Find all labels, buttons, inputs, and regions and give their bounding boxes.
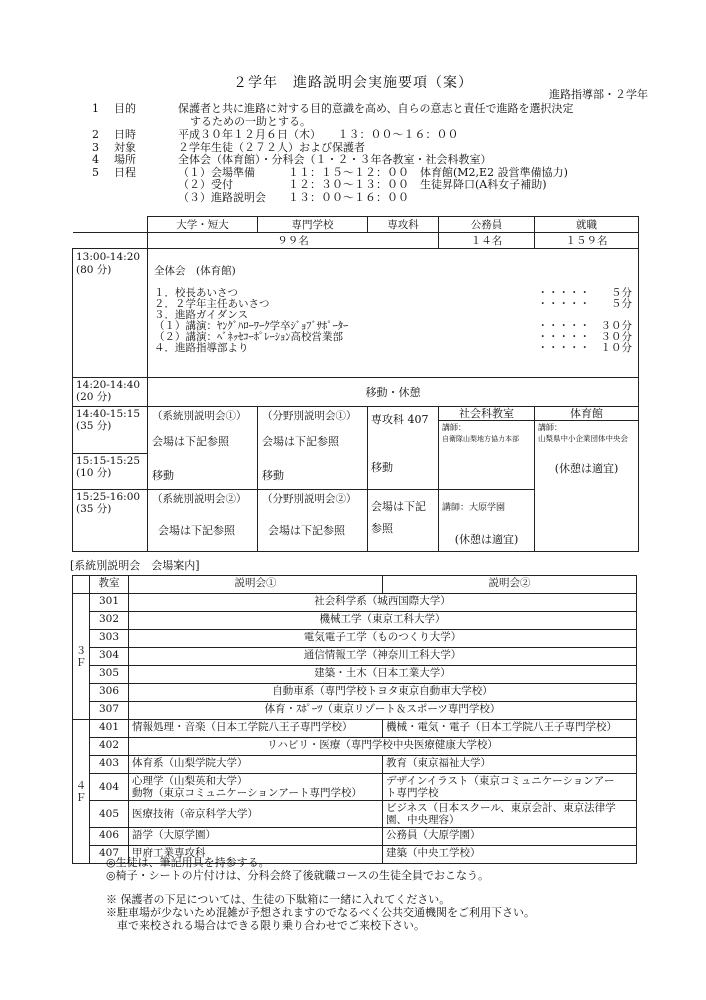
header-session1: 説明会① xyxy=(129,576,383,594)
note-line: ◎椅子・シートの片付けは、分科会終了後就職コースの生徒全員でおこなう。 xyxy=(106,869,490,882)
time-cell xyxy=(73,490,148,552)
item-dots: ・・・・・ xyxy=(537,298,590,310)
venue-row xyxy=(73,774,637,801)
item-label: （２）講演：ﾍﾞﾈｯｾｺｰﾎﾟﾚｰｼｮﾝ高校営業部 xyxy=(154,331,343,343)
item-minutes: ５分 xyxy=(611,287,632,299)
venue-row xyxy=(73,738,637,756)
move-label: 移動 xyxy=(371,461,393,474)
venue-row xyxy=(73,666,637,684)
venue-row xyxy=(73,756,637,774)
duration: (20 分) xyxy=(76,391,112,403)
system-session1-cell xyxy=(148,407,258,490)
venue-ref: 会場は下記参照 xyxy=(262,435,339,448)
room-session1: 甲府工業専攻科 xyxy=(129,846,383,864)
room-number: 404 xyxy=(90,774,129,801)
room-number: 302 xyxy=(90,612,129,630)
venue-row xyxy=(73,630,637,648)
senko-cell xyxy=(368,407,439,490)
overview-text: ２学年生徒（２７２人）および保護者 xyxy=(178,140,365,154)
venue-ref: 会場は下記参照 xyxy=(152,435,229,448)
note-line: 車で来校される場合はできる限り乗り合わせでご来校下さい。 xyxy=(106,919,425,932)
time-range: 14:20-14:40 xyxy=(76,379,141,391)
venue-row xyxy=(73,594,637,612)
social-room-label: 社会科教室 xyxy=(439,407,534,421)
room-session1: 医療技術（帝京科学大学） xyxy=(129,801,383,828)
header-session2: 説明会② xyxy=(383,576,637,594)
item-label: ２．２学年主任あいさつ xyxy=(154,298,270,310)
notes-guardians xyxy=(106,893,535,932)
group-vocational: 専門学校 xyxy=(258,217,368,233)
room-session: 社会科学系（城西国際大学） xyxy=(129,594,637,612)
schedule-table xyxy=(72,216,639,552)
senko-room: 専攻科 407 xyxy=(371,413,429,426)
room-number: 304 xyxy=(90,648,129,666)
lecturer-name: 山梨県中小企業団体中央会 xyxy=(538,434,628,443)
room-session: 体育・ｽﾎﾟｰﾂ（東京リゾート＆スポーツ専門学校） xyxy=(129,702,637,720)
room-session2: 公務員（大原学園） xyxy=(383,828,637,846)
gym-label: 体育館 xyxy=(535,407,638,421)
item-label: （１）講演：ﾔﾝｸﾞﾊﾛｰﾜｰｸ学卒ｼﾞｮﾌﾞｻﾎﾟｰﾀｰ xyxy=(154,320,349,332)
session-line: 動物（東京コミュニケーションアート専門学校） xyxy=(132,787,363,799)
venue-row xyxy=(73,720,637,738)
room-session1: 体育系（山梨学院大学） xyxy=(129,756,383,774)
time-cell xyxy=(73,249,148,378)
venue-row xyxy=(73,702,637,720)
overview-num: 5 xyxy=(92,165,99,179)
room-number: 403 xyxy=(90,756,129,774)
note-line: ◎生徒は、筆記用具を持参する。 xyxy=(106,856,270,869)
overview-line: するための一助とする。 xyxy=(190,114,311,128)
overview-item-schedule xyxy=(92,167,652,207)
session-line: ビジネス（日本スクール、東京会計、東京法律学 xyxy=(386,802,616,814)
lecturer-name: 講師：大原学園 xyxy=(442,503,506,513)
header-room: 教室 xyxy=(90,576,129,594)
room-session2: 教育（東京福祉大学） xyxy=(383,756,637,774)
general-session-cell xyxy=(148,249,639,378)
venue-row xyxy=(73,828,637,846)
item-time xyxy=(538,299,633,310)
room-session: 通信情報工学（神奈川工科大学） xyxy=(129,648,637,666)
senko-venue-ref: 会場は下記 xyxy=(371,500,426,513)
time-range: 15:15-15:25 xyxy=(76,455,141,467)
time-cell xyxy=(73,378,148,407)
item-dots: ・・・・・ xyxy=(537,320,590,332)
move-label: 移動 xyxy=(152,469,174,482)
item-minutes: １０分 xyxy=(600,342,632,354)
session-line: 心理学（山梨英和大学） xyxy=(132,775,248,787)
overview-line: （３）進路説明会 １３：００〜１６：００ xyxy=(178,190,409,204)
session-line: ト専門学校 xyxy=(386,787,439,799)
overview-label: 日程 xyxy=(114,165,136,179)
room-session: 建築・土木（日本工業大学） xyxy=(129,666,637,684)
room-number: 306 xyxy=(90,684,129,702)
room-session2: 機械・電気・電子（日本工学院八王子専門学校） xyxy=(383,720,637,738)
department-label: 進路指導部・２学年 xyxy=(549,88,648,101)
item-minutes: ３０分 xyxy=(600,331,632,343)
venue-ref: 会場は下記参照 xyxy=(268,524,345,537)
overview-line: 保護者と共に進路に対する目的意識を高め、自らの意志と責任で進路を選択決定 xyxy=(178,102,574,115)
group-senko: 専攻科 xyxy=(368,217,439,233)
venue-row xyxy=(73,612,637,630)
floor-3f: ３ Ｆ xyxy=(73,594,90,720)
note-line: ※駐車場が少ないため混雑が予想されますのでなるべく公共交通機関をご利用下さい。 xyxy=(106,906,535,919)
move-label: 移動 xyxy=(262,469,284,482)
notes-students xyxy=(106,856,489,882)
overview xyxy=(92,103,652,207)
room-number: 307 xyxy=(90,702,129,720)
overview-text xyxy=(178,103,678,128)
overview-line: （２）受付 １２：３０〜１３：００ 生徒昇降口(A科女子補助) xyxy=(178,178,547,191)
floor-4f: ４ Ｆ xyxy=(73,720,90,864)
overview-label: 目的 xyxy=(114,102,136,115)
schedule-row-general xyxy=(73,249,639,378)
venue-row xyxy=(73,684,637,702)
overview-item-place xyxy=(92,154,652,167)
note-line: ※ 保護者の下足については、生徒の下駄箱に一緒に入れてください。 xyxy=(106,893,451,906)
room-number: 301 xyxy=(90,594,129,612)
venue-ref: 会場は下記参照 xyxy=(158,524,235,537)
venue-row xyxy=(73,648,637,666)
room-number: 407 xyxy=(90,846,129,864)
overview-label: 日時 xyxy=(114,128,136,141)
field-session2-cell xyxy=(258,490,368,552)
rest-note: (休憩は適宜) xyxy=(554,462,619,475)
field-session1-cell xyxy=(258,407,368,490)
room-session1: 情報処理・音楽（日本工学院八王子専門学校） xyxy=(129,720,383,738)
overview-text: 平成３０年１２月６日（木） １３：００〜１６：００ xyxy=(178,128,459,141)
overview-num: 2 xyxy=(92,128,99,141)
item-dots: ・・・・・ xyxy=(537,342,590,354)
group-civil-servant: 公務員 xyxy=(439,217,535,233)
group-university: 大学・短大 xyxy=(148,217,258,233)
duration: (35 分) xyxy=(76,503,112,515)
schedule-row-break xyxy=(73,378,639,407)
time-range: 15:25-16:00 xyxy=(76,491,141,503)
room-session1: 語学（大原学園） xyxy=(129,828,383,846)
room-session: 電気電子工学（ものつくり大学） xyxy=(129,630,637,648)
time-range: 14:40-15:15 xyxy=(76,408,141,420)
item-dots: ・・・・・ xyxy=(537,287,590,299)
rest-note: (休憩は適宜) xyxy=(454,533,519,546)
venue-table xyxy=(72,575,637,864)
overview-num: 1 xyxy=(92,102,99,115)
room-number: 303 xyxy=(90,630,129,648)
social-room-cell xyxy=(439,407,535,490)
social-room-cell xyxy=(439,490,535,552)
time-range: 13:00-14:20 xyxy=(76,251,141,263)
duration: (80 分) xyxy=(76,264,112,276)
room-session2 xyxy=(383,774,637,801)
room-number: 305 xyxy=(90,666,129,684)
room-session: リハビリ・医療（専門学校中央医療健康大学校） xyxy=(129,738,637,756)
break-cell: 移動・休憩 xyxy=(148,378,639,407)
item-minutes: ３０分 xyxy=(600,320,632,332)
item-label: ４．進路指導部より xyxy=(154,342,249,354)
venue-header-row xyxy=(73,576,637,594)
venue-row xyxy=(73,801,637,828)
overview-text xyxy=(178,167,678,205)
venue-guide-label: [系統別説明会 会場案内] xyxy=(70,559,200,572)
count-uni-voc-senko: ９９名 xyxy=(148,233,439,249)
general-session-items xyxy=(154,288,632,354)
overview-item-datetime xyxy=(92,129,652,142)
system-session2-label: （系統別説明会②） xyxy=(152,493,247,505)
room-session2: 建築（中央工学校） xyxy=(383,846,637,864)
lecturer-label: 講師： xyxy=(442,423,466,432)
room-number: 402 xyxy=(90,738,129,756)
general-session-item xyxy=(154,343,632,354)
general-session-heading: 全体会 (体育館) xyxy=(154,265,236,277)
duration: (35 分) xyxy=(76,420,112,432)
lecturer-name: 自衛隊山梨地方協力本部 xyxy=(442,435,519,443)
senko-cell xyxy=(368,490,439,552)
item-label: １．校長あいさつ xyxy=(154,287,238,299)
overview-num: 3 xyxy=(92,140,99,154)
system-session1-label: （系統別説明会①） xyxy=(152,410,247,422)
room-session: 自動車系（専門学校トヨタ東京自動車大学校） xyxy=(129,684,637,702)
session-line: デザインイラスト（東京コミュニケーションアー xyxy=(386,775,615,787)
overview-label: 対象 xyxy=(114,140,136,154)
item-time xyxy=(538,343,633,354)
time-cell xyxy=(73,407,148,490)
count-row xyxy=(73,233,639,249)
field-session2-label: （分野別説明会②） xyxy=(262,493,357,505)
overview-text: 全体会（体育館）・分科会（１・２・３年各教室・社会科教室） xyxy=(178,153,492,166)
overview-num: 4 xyxy=(92,153,99,166)
senko-venue-ref: 参照 xyxy=(371,522,393,535)
duration: (10 分) xyxy=(76,467,112,479)
session-line: 園、中央理容） xyxy=(386,814,460,826)
group-header-row xyxy=(73,217,639,233)
room-session1 xyxy=(129,774,383,801)
system-session2-cell xyxy=(148,490,258,552)
overview-label: 場所 xyxy=(114,153,136,166)
room-number: 405 xyxy=(90,801,129,828)
lecturer-label: 講師： xyxy=(538,423,562,432)
item-dots: ・・・・・ xyxy=(537,331,590,343)
room-session: 機械工学（東京工科大学） xyxy=(129,612,637,630)
item-minutes: ５分 xyxy=(611,298,632,310)
overview-item-purpose xyxy=(92,103,652,129)
room-session2 xyxy=(383,801,637,828)
schedule-row-session1 xyxy=(73,407,639,490)
group-employment: 就職 xyxy=(535,217,639,233)
gym-cell xyxy=(535,407,639,552)
page-title: ２学年 進路説明会実施要項（案） xyxy=(233,75,473,91)
count-civil-servant: １４名 xyxy=(439,233,535,249)
item-label: ３．進路ガイダンス xyxy=(154,309,248,321)
overview-line: （１）会場準備 １１：１５〜１２：００ 体育館(M2,E2 設営準備協力) xyxy=(178,165,568,179)
room-number: 401 xyxy=(90,720,129,738)
count-employment: １５９名 xyxy=(535,233,639,249)
field-session1-label: （分野別説明会①） xyxy=(262,410,357,422)
room-number: 406 xyxy=(90,828,129,846)
